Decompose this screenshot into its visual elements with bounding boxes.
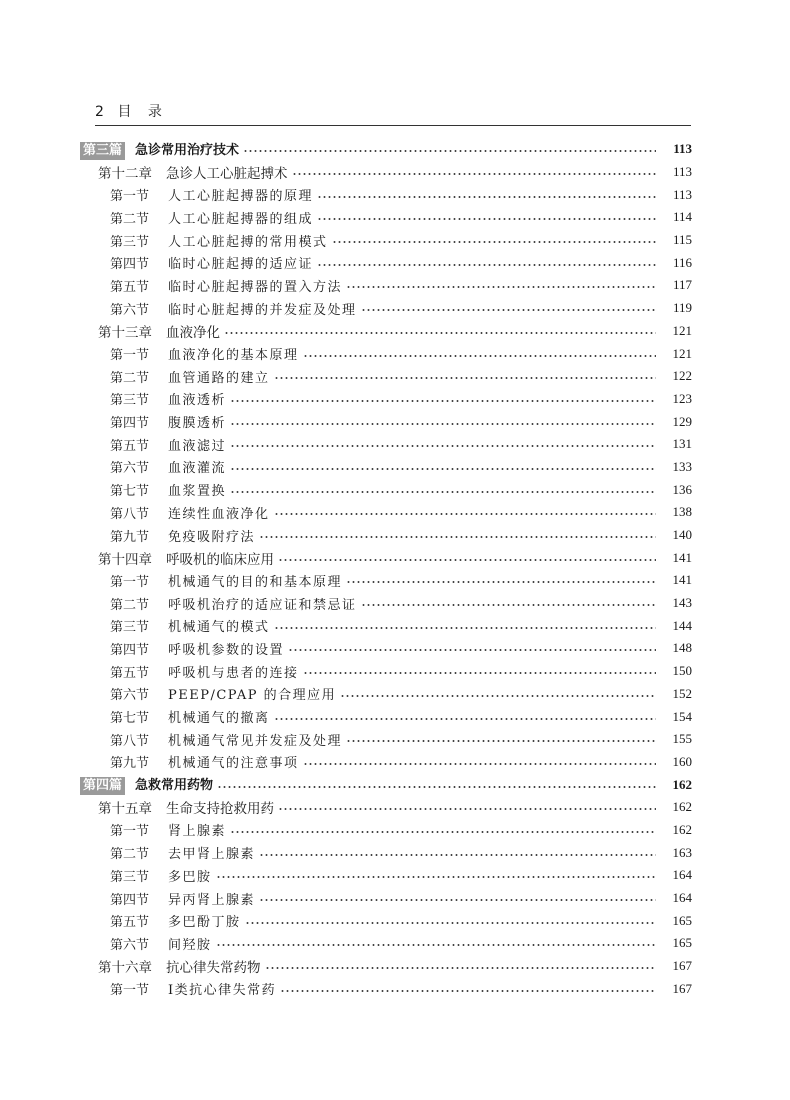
dot-leader (274, 511, 656, 517)
entry-page-number: 129 (672, 413, 692, 429)
entry-title: 血浆置换 (168, 484, 227, 500)
toc-section-entry[interactable] (80, 456, 692, 479)
toc-section-entry[interactable] (80, 501, 692, 524)
toc-entry-label (110, 752, 299, 771)
dot-leader (346, 284, 656, 290)
dot-leader (216, 942, 656, 948)
entry-title: 机械通气常见并发症及处理 (168, 733, 343, 749)
entry-title: 人工心脏起搏的常用模式 (168, 234, 328, 250)
toc-entry-label (98, 321, 220, 341)
dot-leader (317, 194, 656, 200)
entry-title: 呼吸机参数的设置 (168, 642, 285, 658)
entry-title: 临时心脏起搏的并发症及处理 (168, 302, 357, 318)
page-header (95, 103, 691, 126)
entry-page-number: 162 (672, 776, 692, 792)
entry-title: 呼吸机与患者的连接 (168, 665, 299, 681)
entry-number: 第四节 (110, 416, 150, 432)
entry-number: 第四节 (110, 892, 150, 908)
entry-page-number: 123 (672, 390, 692, 406)
toc-section-entry[interactable] (80, 887, 692, 910)
toc-entry-label (110, 389, 226, 408)
entry-number: 第十六章 (98, 960, 152, 977)
toc-entry-label (110, 344, 299, 363)
dot-leader (346, 738, 656, 744)
toc-entry-label (80, 774, 213, 795)
entry-number: 第一节 (110, 574, 150, 590)
dot-leader (245, 920, 656, 926)
entry-number: 第五节 (110, 915, 150, 931)
dot-leader (259, 852, 656, 858)
toc-entry-label (110, 480, 226, 499)
dot-leader (317, 262, 656, 268)
dot-leader (303, 670, 656, 676)
entry-page-number: 160 (672, 753, 692, 769)
entry-page-number: 155 (672, 731, 692, 747)
dot-leader (317, 216, 656, 222)
toc-entry-label (110, 412, 226, 431)
entry-page-number: 113 (672, 164, 692, 180)
toc-section-entry[interactable] (80, 251, 692, 274)
dot-leader (230, 443, 656, 449)
dot-leader (292, 171, 657, 177)
entry-number: 第六节 (110, 461, 150, 477)
entry-number: 第十四章 (98, 551, 152, 568)
entry-number: 第五节 (110, 279, 150, 295)
toc-entry-label (98, 797, 274, 817)
dot-leader (259, 534, 656, 540)
entry-page-number: 150 (672, 663, 692, 679)
toc-section-entry[interactable] (80, 524, 692, 547)
entry-title: 机械通气的注意事项 (168, 756, 299, 772)
entry-title: 血液净化 (166, 324, 220, 341)
toc-part-entry[interactable] (80, 138, 692, 161)
toc-section-entry[interactable] (80, 274, 692, 297)
toc-entry-label (110, 639, 284, 658)
toc-section-entry[interactable] (80, 614, 692, 637)
entry-title: 呼吸机的临床应用 (166, 551, 274, 568)
toc-entry-label (110, 435, 226, 454)
entry-title: 急诊人工心脏起搏术 (166, 166, 288, 183)
entry-page-number: 154 (672, 708, 692, 724)
dot-leader (278, 806, 656, 812)
entry-number: 第三节 (110, 393, 150, 409)
entry-page-number: 115 (672, 232, 692, 248)
entry-page-number: 116 (672, 254, 692, 270)
entry-number: 第三节 (110, 234, 150, 250)
toc-entry-label (110, 185, 313, 204)
entry-title: 抗心律失常药物 (166, 960, 261, 977)
entry-title: 急诊常用治疗技术 (135, 142, 240, 158)
toc-entry-label (110, 276, 342, 295)
entry-title: 临时心脏起搏器的置入方法 (168, 279, 343, 295)
entry-page-number: 138 (672, 504, 692, 520)
entry-title: 血管通路的建立 (168, 370, 270, 386)
entry-page-number: 144 (672, 617, 692, 633)
toc-section-entry[interactable] (80, 183, 692, 206)
toc-section-entry[interactable] (80, 637, 692, 660)
entry-title: 急救常用药物 (135, 778, 214, 794)
dot-leader (274, 716, 656, 722)
entry-page-number: 131 (672, 436, 692, 452)
toc-entry-label (110, 526, 255, 545)
toc-entry-label (110, 911, 241, 930)
part-number-badge: 第四篇 (80, 777, 125, 795)
entry-number: 第八节 (110, 506, 150, 522)
entry-number: 第一节 (110, 348, 150, 364)
entry-number: 第二节 (110, 597, 150, 613)
toc-section-entry[interactable] (80, 206, 692, 229)
dot-leader (361, 307, 656, 313)
toc-entry-label (110, 684, 336, 703)
entry-page-number: 164 (672, 890, 692, 906)
toc-entry-label (110, 231, 328, 250)
dot-leader (230, 466, 656, 472)
toc-section-entry[interactable] (80, 728, 692, 751)
toc-section-entry[interactable] (80, 819, 692, 842)
entry-page-number: 121 (672, 322, 692, 338)
toc-section-entry[interactable] (80, 592, 692, 615)
entry-number: 第三节 (110, 869, 150, 885)
entry-page-number: 114 (672, 209, 692, 225)
toc-section-entry[interactable] (80, 342, 692, 365)
entry-number: 第四节 (110, 642, 150, 658)
entry-title: 间羟胺 (168, 937, 212, 953)
dot-leader (274, 375, 656, 381)
entry-page-number: 119 (672, 300, 692, 316)
toc-section-entry[interactable] (80, 683, 692, 706)
entry-title: 去甲肾上腺素 (168, 847, 256, 863)
dot-leader (217, 784, 656, 790)
entry-number: 第一节 (110, 983, 150, 999)
toc-section-entry[interactable] (80, 841, 692, 864)
page-number: 2 (95, 104, 104, 120)
entry-page-number: 163 (672, 844, 692, 860)
toc-section-entry[interactable] (80, 478, 692, 501)
toc-entry-label (110, 730, 342, 749)
toc-section-entry[interactable] (80, 977, 692, 1000)
toc-entry-label (110, 662, 299, 681)
toc-chapter-entry[interactable] (80, 796, 692, 819)
toc-entry-label (110, 253, 313, 272)
entry-number: 第五节 (110, 438, 150, 454)
toc-section-entry[interactable] (80, 932, 692, 955)
dot-leader (340, 693, 656, 699)
toc-entry-label (98, 956, 261, 976)
dot-leader (259, 897, 656, 903)
entry-number: 第七节 (110, 484, 150, 500)
entry-number: 第六节 (110, 302, 150, 318)
toc-section-entry[interactable] (80, 297, 692, 320)
entry-page-number: 167 (672, 980, 692, 996)
entry-number: 第三节 (110, 620, 150, 636)
entry-title: 异丙肾上腺素 (168, 892, 256, 908)
toc-chapter-entry[interactable] (80, 161, 692, 184)
toc-section-entry[interactable] (80, 388, 692, 411)
toc-entry-label (110, 457, 226, 476)
dot-leader (278, 557, 656, 563)
dot-leader (224, 330, 656, 336)
entry-title: 腹膜透析 (168, 416, 227, 432)
toc-entry-label (110, 707, 270, 726)
toc-entry-label (110, 503, 270, 522)
toc-chapter-entry[interactable] (80, 955, 692, 978)
entry-title: 人工心脏起搏器的组成 (168, 211, 314, 227)
toc-entry-label (110, 820, 226, 839)
toc-entry-label (110, 571, 342, 590)
entry-title: 多巴酚丁胺 (168, 915, 241, 931)
dot-leader (230, 489, 656, 495)
entry-title: PEEP/CPAP 的合理应用 (168, 688, 337, 704)
dot-leader (243, 148, 656, 154)
toc-chapter-entry[interactable] (80, 320, 692, 343)
toc-section-entry[interactable] (80, 365, 692, 388)
toc-section-entry[interactable] (80, 864, 692, 887)
entry-title: 呼吸机治疗的适应证和禁忌证 (168, 597, 357, 613)
entry-number: 第十五章 (98, 801, 152, 818)
dot-leader (361, 602, 656, 608)
entry-number: 第八节 (110, 733, 150, 749)
entry-number: 第四节 (110, 257, 150, 273)
toc-entry-label (80, 139, 239, 160)
toc-section-entry[interactable] (80, 909, 692, 932)
entry-number: 第六节 (110, 688, 150, 704)
dot-leader (230, 421, 656, 427)
entry-number: 第二节 (110, 847, 150, 863)
entry-page-number: 113 (673, 141, 692, 157)
toc-entry-label (98, 162, 288, 182)
entry-page-number: 167 (672, 958, 692, 974)
dot-leader (230, 398, 656, 404)
toc-entry-label (110, 594, 357, 613)
entry-page-number: 152 (672, 685, 692, 701)
entry-page-number: 133 (672, 458, 692, 474)
toc-entry-label (110, 367, 270, 386)
entry-title: 机械通气的目的和基本原理 (168, 574, 343, 590)
entry-page-number: 113 (672, 186, 692, 202)
toc-part-entry[interactable] (80, 773, 692, 796)
entry-title: 人工心脏起搏器的原理 (168, 189, 314, 205)
part-number-badge: 第三篇 (80, 142, 125, 160)
entry-page-number: 165 (672, 935, 692, 951)
entry-number: 第十二章 (98, 166, 152, 183)
toc-entry-label (110, 616, 270, 635)
dot-leader (216, 874, 656, 880)
toc-section-entry[interactable] (80, 705, 692, 728)
toc-entry-label (110, 934, 212, 953)
entry-title: 临时心脏起搏的适应证 (168, 257, 314, 273)
table-of-contents (80, 138, 692, 1000)
entry-number: 第九节 (110, 756, 150, 772)
toc-section-entry[interactable] (80, 229, 692, 252)
entry-title: 血液滤过 (168, 438, 227, 454)
entry-number: 第十三章 (98, 324, 152, 341)
entry-page-number: 165 (672, 912, 692, 928)
entry-number: 第一节 (110, 189, 150, 205)
entry-number: 第九节 (110, 529, 150, 545)
entry-page-number: 140 (672, 527, 692, 543)
toc-section-entry[interactable] (80, 660, 692, 683)
entry-number: 第六节 (110, 937, 150, 953)
entry-number: 第五节 (110, 665, 150, 681)
entry-title: 机械通气的模式 (168, 620, 270, 636)
toc-entry-label (110, 979, 276, 998)
entry-number: 第二节 (110, 211, 150, 227)
dot-leader (280, 988, 656, 994)
entry-page-number: 121 (672, 345, 692, 361)
header-label: 目 录 (117, 104, 168, 120)
entry-title: 血液灌流 (168, 461, 227, 477)
toc-entry-label (110, 299, 357, 318)
entry-title: 血液净化的基本原理 (168, 348, 299, 364)
entry-title: 连续性血液净化 (168, 506, 270, 522)
toc-entry-label (110, 843, 255, 862)
entry-page-number: 162 (672, 799, 692, 815)
entry-title: 生命支持抢救用药 (166, 801, 274, 818)
toc-section-entry[interactable] (80, 410, 692, 433)
entry-number: 第一节 (110, 824, 150, 840)
entry-page-number: 148 (672, 640, 692, 656)
dot-leader (288, 647, 656, 653)
dot-leader (303, 353, 656, 359)
entry-title: 肾上腺素 (168, 824, 227, 840)
entry-title: Ⅰ类抗心律失常药 (168, 983, 277, 999)
entry-title: 血液透析 (168, 393, 227, 409)
entry-page-number: 162 (672, 821, 692, 837)
entry-page-number: 136 (672, 481, 692, 497)
dot-leader (230, 829, 656, 835)
toc-entry-label (110, 208, 313, 227)
toc-section-entry[interactable] (80, 569, 692, 592)
dot-leader (274, 625, 656, 631)
entry-page-number: 122 (672, 368, 692, 384)
toc-entry-label (98, 548, 274, 568)
dot-leader (303, 761, 656, 767)
entry-page-number: 164 (672, 867, 692, 883)
toc-entry-label (110, 866, 212, 885)
entry-title: 免疫吸附疗法 (168, 529, 256, 545)
dot-leader (332, 239, 656, 245)
toc-section-entry[interactable] (80, 433, 692, 456)
entry-page-number: 117 (672, 277, 692, 293)
toc-entry-label (110, 889, 255, 908)
entry-page-number: 141 (672, 572, 692, 588)
entry-title: 多巴胺 (168, 869, 212, 885)
toc-chapter-entry[interactable] (80, 546, 692, 569)
entry-page-number: 143 (672, 595, 692, 611)
toc-section-entry[interactable] (80, 751, 692, 774)
entry-title: 机械通气的撤离 (168, 711, 270, 727)
entry-page-number: 141 (672, 549, 692, 565)
entry-number: 第七节 (110, 711, 150, 727)
dot-leader (265, 965, 657, 971)
dot-leader (346, 579, 656, 585)
entry-number: 第二节 (110, 370, 150, 386)
